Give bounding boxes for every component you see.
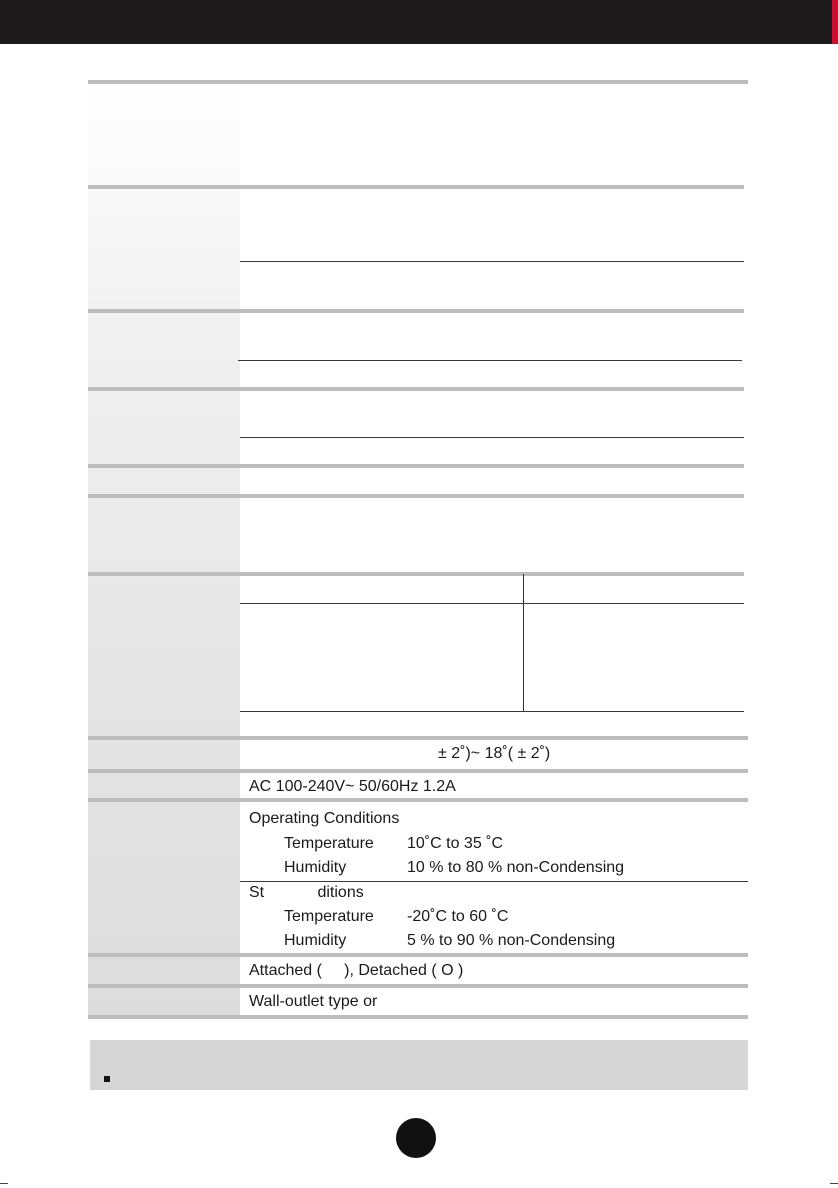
sub-row-divider — [240, 261, 744, 262]
header-accent — [832, 0, 838, 44]
stand-value: Attached ( ), Detached ( O ) — [249, 962, 464, 979]
operating-conditions-title: Operating Conditions — [249, 810, 400, 827]
note-box — [90, 1040, 748, 1090]
spec-label-column — [88, 84, 240, 1018]
page-number-badge — [396, 1118, 436, 1158]
operating-humidity-value: 10 % to 80 % non-Condensing — [407, 859, 625, 876]
section-rule — [88, 736, 748, 740]
storage-temperature-value: -20˚C to 60 ˚C — [407, 908, 509, 925]
column-divider — [523, 574, 524, 712]
power-input-value: AC 100-240V~ 50/60Hz 1.2A — [249, 778, 456, 795]
operating-temperature-label: Temperature — [284, 835, 374, 852]
tilt-range-value: ± 2˚)~ 18˚( ± 2˚) — [438, 745, 551, 762]
storage-temperature-label: Temperature — [284, 908, 374, 925]
section-rule — [88, 309, 744, 313]
note-bullet — [104, 1076, 110, 1082]
section-rule — [88, 953, 748, 957]
power-cord-value: Wall-outlet type or — [249, 993, 378, 1010]
sub-row-divider — [240, 881, 748, 882]
section-rule — [88, 769, 748, 773]
section-rule — [88, 798, 748, 802]
operating-humidity-label: Humidity — [284, 859, 347, 876]
section-rule — [88, 387, 744, 391]
section-rule — [88, 464, 744, 468]
crop-mark — [0, 1183, 8, 1184]
table-top-rule — [88, 80, 748, 84]
sub-row-divider — [238, 360, 742, 361]
header-bar — [0, 0, 838, 44]
storage-conditions-title: St ditions — [249, 884, 364, 901]
storage-humidity-value: 5 % to 90 % non-Condensing — [407, 932, 616, 949]
crop-mark — [830, 1183, 838, 1184]
sub-row-divider — [240, 711, 744, 712]
storage-humidity-label: Humidity — [284, 932, 347, 949]
sub-row-divider — [240, 603, 744, 604]
sub-row-divider — [240, 437, 744, 438]
section-rule — [88, 494, 744, 498]
operating-temperature-value: 10˚C to 35 ˚C — [407, 835, 504, 852]
section-rule — [88, 984, 748, 988]
section-rule — [88, 185, 744, 189]
section-rule — [88, 572, 744, 576]
table-bottom-rule — [88, 1015, 748, 1019]
